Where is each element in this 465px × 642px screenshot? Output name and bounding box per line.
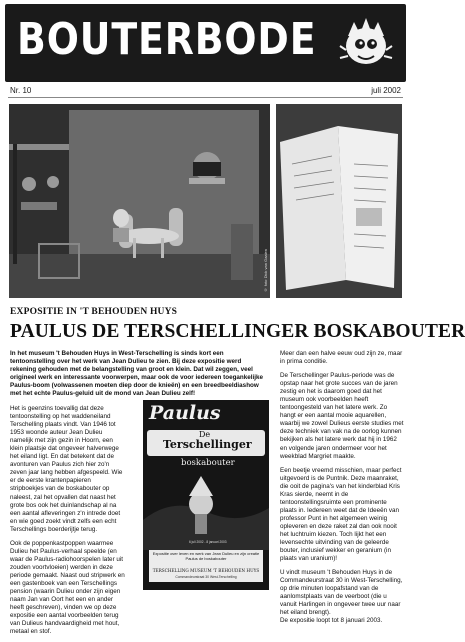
poster-blurb: Expositie over leven en werk van Jean Dulieu en zijn creatie Paulus de boskabouter <box>152 551 260 561</box>
poster-museum: TERSCHELLING MUSEUM 'T BEHOUDEN HUYS <box>152 568 260 573</box>
masthead-cartoon-icon <box>334 12 398 74</box>
paragraph: U vindt museum 't Behouden Huys in de Commandeurstraat 30 in West-Terschelling, op drie minuten loopafstand van de aanlomstplaats van de veerboot (die u vanuit Harlingen in ongeveer twee uur naar het eiland brengt). <box>280 569 403 617</box>
paragraph: Ook de poppenkastpoppen waarmee Dulieu het Paulus-verhaal speelde (en waar de Paulus-radiohoorspelen later uit zouden voortvloeien) werden in deze periode gemaakt. Naast oud stripwerk en een gastenboek van een Terschellings pension (waarin Dulieu onder zijn eigen naam Jan van Oort het een en ander heeft geschreven), vinden we op deze expositie een aantal voorbeelden terug van Dulieus handvaardigheid met hout, metaal en stof. <box>10 539 125 636</box>
exhibition-poster <box>143 400 269 590</box>
masthead-title: BOUTERBODE <box>17 14 317 65</box>
article-right-column <box>280 350 404 632</box>
poster-subtitle-1: De <box>199 430 211 439</box>
poster-subtitle-2: Terschellinger <box>163 438 252 451</box>
photo-credit: © foto Dick van Gaalen <box>263 248 268 292</box>
article-left-column <box>10 405 126 642</box>
paragraph: Meer dan een halve eeuw oud zijn ze, maar in prima conditie. <box>280 350 403 366</box>
poster-subtitle-3: boskabouter <box>181 458 235 468</box>
paragraph: Een beetje vreemd misschien, maar perfect uitgevoerd is de Puntnik. Deze maanraket, die ooit de pagina's van het kinderblad Kris Kras sierde, neemt in de tentoonstellingsruimte een prominente plaats in. Iedereen weet dat de Ideeën van professor Punt in het algemeen weinig opleveren en deze raket zal dan ook nooit het luchtruim kiezen. Toch lijkt het een levensechte uitvinding van de geleerde bouter, inclusief wekker en geranium (in plaats van uranium)! <box>280 466 402 563</box>
poster-brand: Paulus <box>149 402 221 424</box>
poster-dates: 6 juli 2002 - 8 januari 2003 <box>189 540 227 544</box>
issue-number: Nr. 10 <box>10 86 32 95</box>
paragraph: De Terschellinger Paulus-periode was de opstap naar het grote succes van de jaren zestig en het is daarom goed dat het museum ook voorbeelden heeft tentoongesteld van het latere werk. Zo hangt er een aantal mooie aquarellen, waarbij we zowel Dulieus eerste studies met deze techniek van vak na de oorlog kunnen bekijken als het latere werk dat hij in 1962 en volgende jaren ondermeer voor het weekblad Margriet maakte. <box>280 372 404 460</box>
issue-date: juli 2002 <box>371 86 401 95</box>
exhibition-room-photo <box>9 104 270 298</box>
article-lead: In het museum 't Behouden Huys in West-Terschelling is sinds kort een tentoonstelling over het werk van Jean Dulieu te zien. Bij deze expositie werd rekening gehouden met de belangstelling van groot en klein. Dat wil zeggen, veel origineel werk en interessante voorwerpen, maar ook de voor iedereen toegankelijke Paulus-boom (volwassenen moeten diep door de knieën) en een breedbeeldiashow met het echte Paulus-geluid uit de mond van Jean Dulieu zelf! <box>10 350 264 398</box>
poster-address: Commandeurstraat 30 West-Terschelling <box>175 575 237 579</box>
header-divider <box>8 97 403 98</box>
paragraph: De expositie loopt tot 8 januari 2003. <box>280 617 383 625</box>
article-kicker: EXPOSITIE IN 'T BEHOUDEN HUYS <box>10 307 178 317</box>
paragraph: Het is geenzins toevallig dat deze tentoonstelling op het waddeneiland Terschelling plaats vindt. Van 1946 tot 1953 woonde auteur Jean Dulieu namelijk met zijn gezin in Hoorn, een klein plaatsje dat ongeveer halverwege het eiland ligt. En dat betekent dat de avonturen van Paulus zich hier zo'n zeven jaar lang hebben afgespeeld. Wie er de eerste krantenpapieren stripboekjes van de boskabouter op naleest, zal het opvallen dat naast het grote bos ook het duinlandschap al na een aantal afleveringen z'n intrede doet en wie goed zoekt vindt zelfs een echt Terschellings boerderijtje terug. <box>10 405 123 533</box>
article-headline: PAULUS DE TERSCHELLINGER BOSKABOUTER <box>10 321 465 342</box>
guestbook-photo <box>276 104 402 298</box>
masthead <box>5 4 406 82</box>
